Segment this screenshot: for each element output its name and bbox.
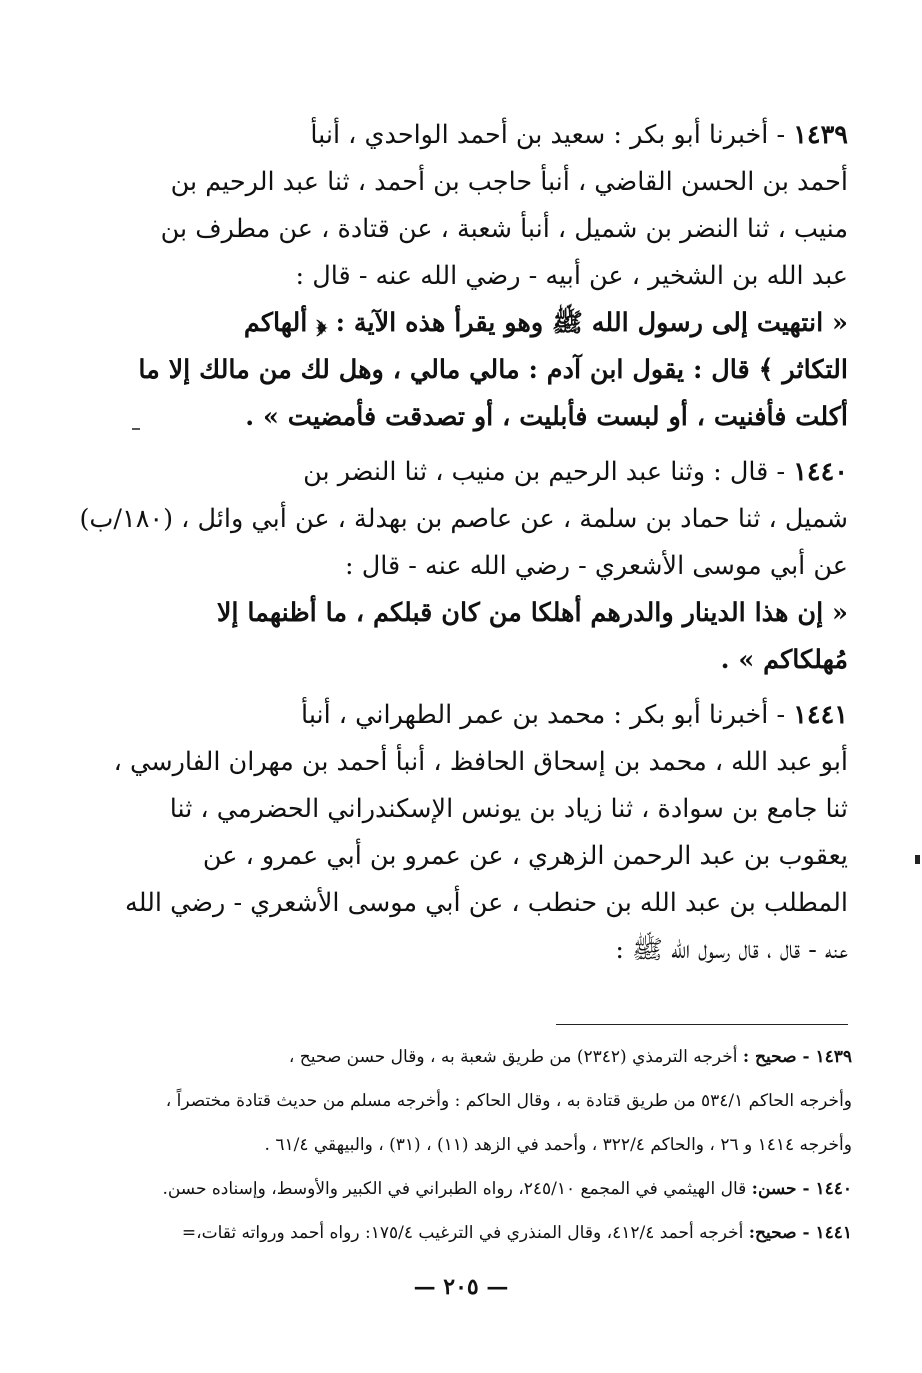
hadith-number-1440: ١٤٤٠	[793, 457, 848, 487]
spacer	[78, 684, 848, 692]
footnote-1441: ١٤٤١ - صحيح: أخرجه أحمد ٤١٢/٤، وقال المنذري في الترغيب ١٧٥/٤: رواه أحمد ورواته ثقات،=	[181, 1223, 852, 1243]
footnote-1439-line-2: وأخرجه الحاكم ٥٣٤/١ من طريق قتادة به ، وقال الحاكم : وأخرجه مسلم من حديث قتادة مختصراً ،	[165, 1091, 852, 1111]
footnote-1440: ١٤٤٠ - حسن: قال الهيثمي في المجمع ٢٤٥/١٠، رواه الطبراني في الكبير والأوسط، وإسناده حسن.	[162, 1179, 852, 1199]
hadith-1441-line-5: المطلب بن عبد الله بن حنطب ، عن أبي موسى الأشعري - رضي الله	[125, 888, 848, 918]
footnote-key-1441: ١٤٤١ - صحيح:	[748, 1223, 852, 1243]
hadith-1439-line-4: عبد الله بن الشخير ، عن أبيه - رضي الله عنه - قال :	[295, 261, 848, 291]
hadith-1440-line-3: عن أبي موسى الأشعري - رضي الله عنه - قال :	[345, 551, 848, 581]
hadith-number-1439: ١٤٣٩	[793, 120, 848, 150]
footnote-key-1440: ١٤٤٠ - حسن:	[751, 1179, 852, 1199]
footnote-divider	[556, 1024, 848, 1025]
footnote-1439-line-1: ١٤٣٩ - صحيح : أخرجه الترمذي (٢٣٤٢) من طريق شعبة به ، وقال حسن صحيح ،	[288, 1047, 852, 1067]
main-text	[78, 112, 848, 974]
hadith-number-1441: ١٤٤١	[793, 700, 848, 730]
hadith-1439-text-1: « انتهيت إلى رسول الله ﷺ وهو يقرأ هذه الآية : ﴿ ألهاكم	[243, 308, 848, 338]
hadith-1441-line-6: عنه - قال ، قال رسول الله ﷺ :	[615, 935, 848, 965]
scan-mark	[915, 855, 920, 864]
hadith-1439-text-2: التكاثر ﴾ قال : يقول ابن آدم : مالي مالي ، وهل لك من مالك إلا ما	[138, 355, 848, 385]
page-number: — ٢٠٥ —	[413, 1274, 509, 1300]
hadith-1441-line-3: ثنا جامع بن سوادة ، ثنا زياد بن يونس الإسكندراني الحضرمي ، ثنا	[169, 794, 848, 824]
hadith-1441-line-4: يعقوب بن عبد الرحمن الزهري ، عن عمرو بن أبي عمرو ، عن	[202, 841, 848, 871]
footnote-key-1439: ١٤٣٩ - صحيح :	[742, 1047, 852, 1067]
hadith-1439-line-3: منيب ، ثنا النضر بن شميل ، أنبأ شعبة ، عن قتادة ، عن مطرف بن	[160, 214, 848, 244]
spacer	[78, 441, 848, 449]
hadith-1440-line-1: ١٤٤٠ - قال : وثنا عبد الرحيم بن منيب ، ثنا النضر بن	[303, 457, 848, 487]
hadith-1439-line-1: ١٤٣٩ - أخبرنا أبو بكر : سعيد بن أحمد الواحدي ، أنبأ	[310, 120, 848, 150]
hadith-1441-line-1: ١٤٤١ - أخبرنا أبو بكر : محمد بن عمر الطهراني ، أنبأ	[301, 700, 848, 730]
footnote-1439-line-3: وأخرجه ١٤١٤ و ٢٦ ، والحاكم ٣٢٢/٤ ، وأحمد في الزهد (١١) ، (٣١) ، والبيهقي ٦١/٤ .	[264, 1135, 852, 1155]
footnotes	[100, 1035, 852, 1255]
hadith-1439-line-2: أحمد بن الحسن القاضي ، أنبأ حاجب بن أحمد ، ثنا عبد الرحيم بن	[170, 167, 848, 197]
hadith-1439-text-3: أكلت فأفنيت ، أو لبست فأبليت ، أو تصدقت فأمضيت » .	[245, 402, 848, 432]
hadith-1440-line-2: شميل ، ثنا حماد بن سلمة ، عن عاصم بن بهدلة ، عن أبي وائل ، (١٨٠/ب)	[79, 504, 848, 534]
hadith-1441-line-2: أبو عبد الله ، محمد بن إسحاق الحافظ ، أنبأ أحمد بن مهران الفارسي ،	[113, 747, 848, 777]
hadith-1440-text-1: « إن هذا الدينار والدرهم أهلكا من كان قبلكم ، ما أظنهما إلا	[216, 598, 848, 628]
scan-mark	[132, 428, 140, 430]
hadith-1440-text-2: مُهلكاكم » .	[720, 645, 848, 675]
